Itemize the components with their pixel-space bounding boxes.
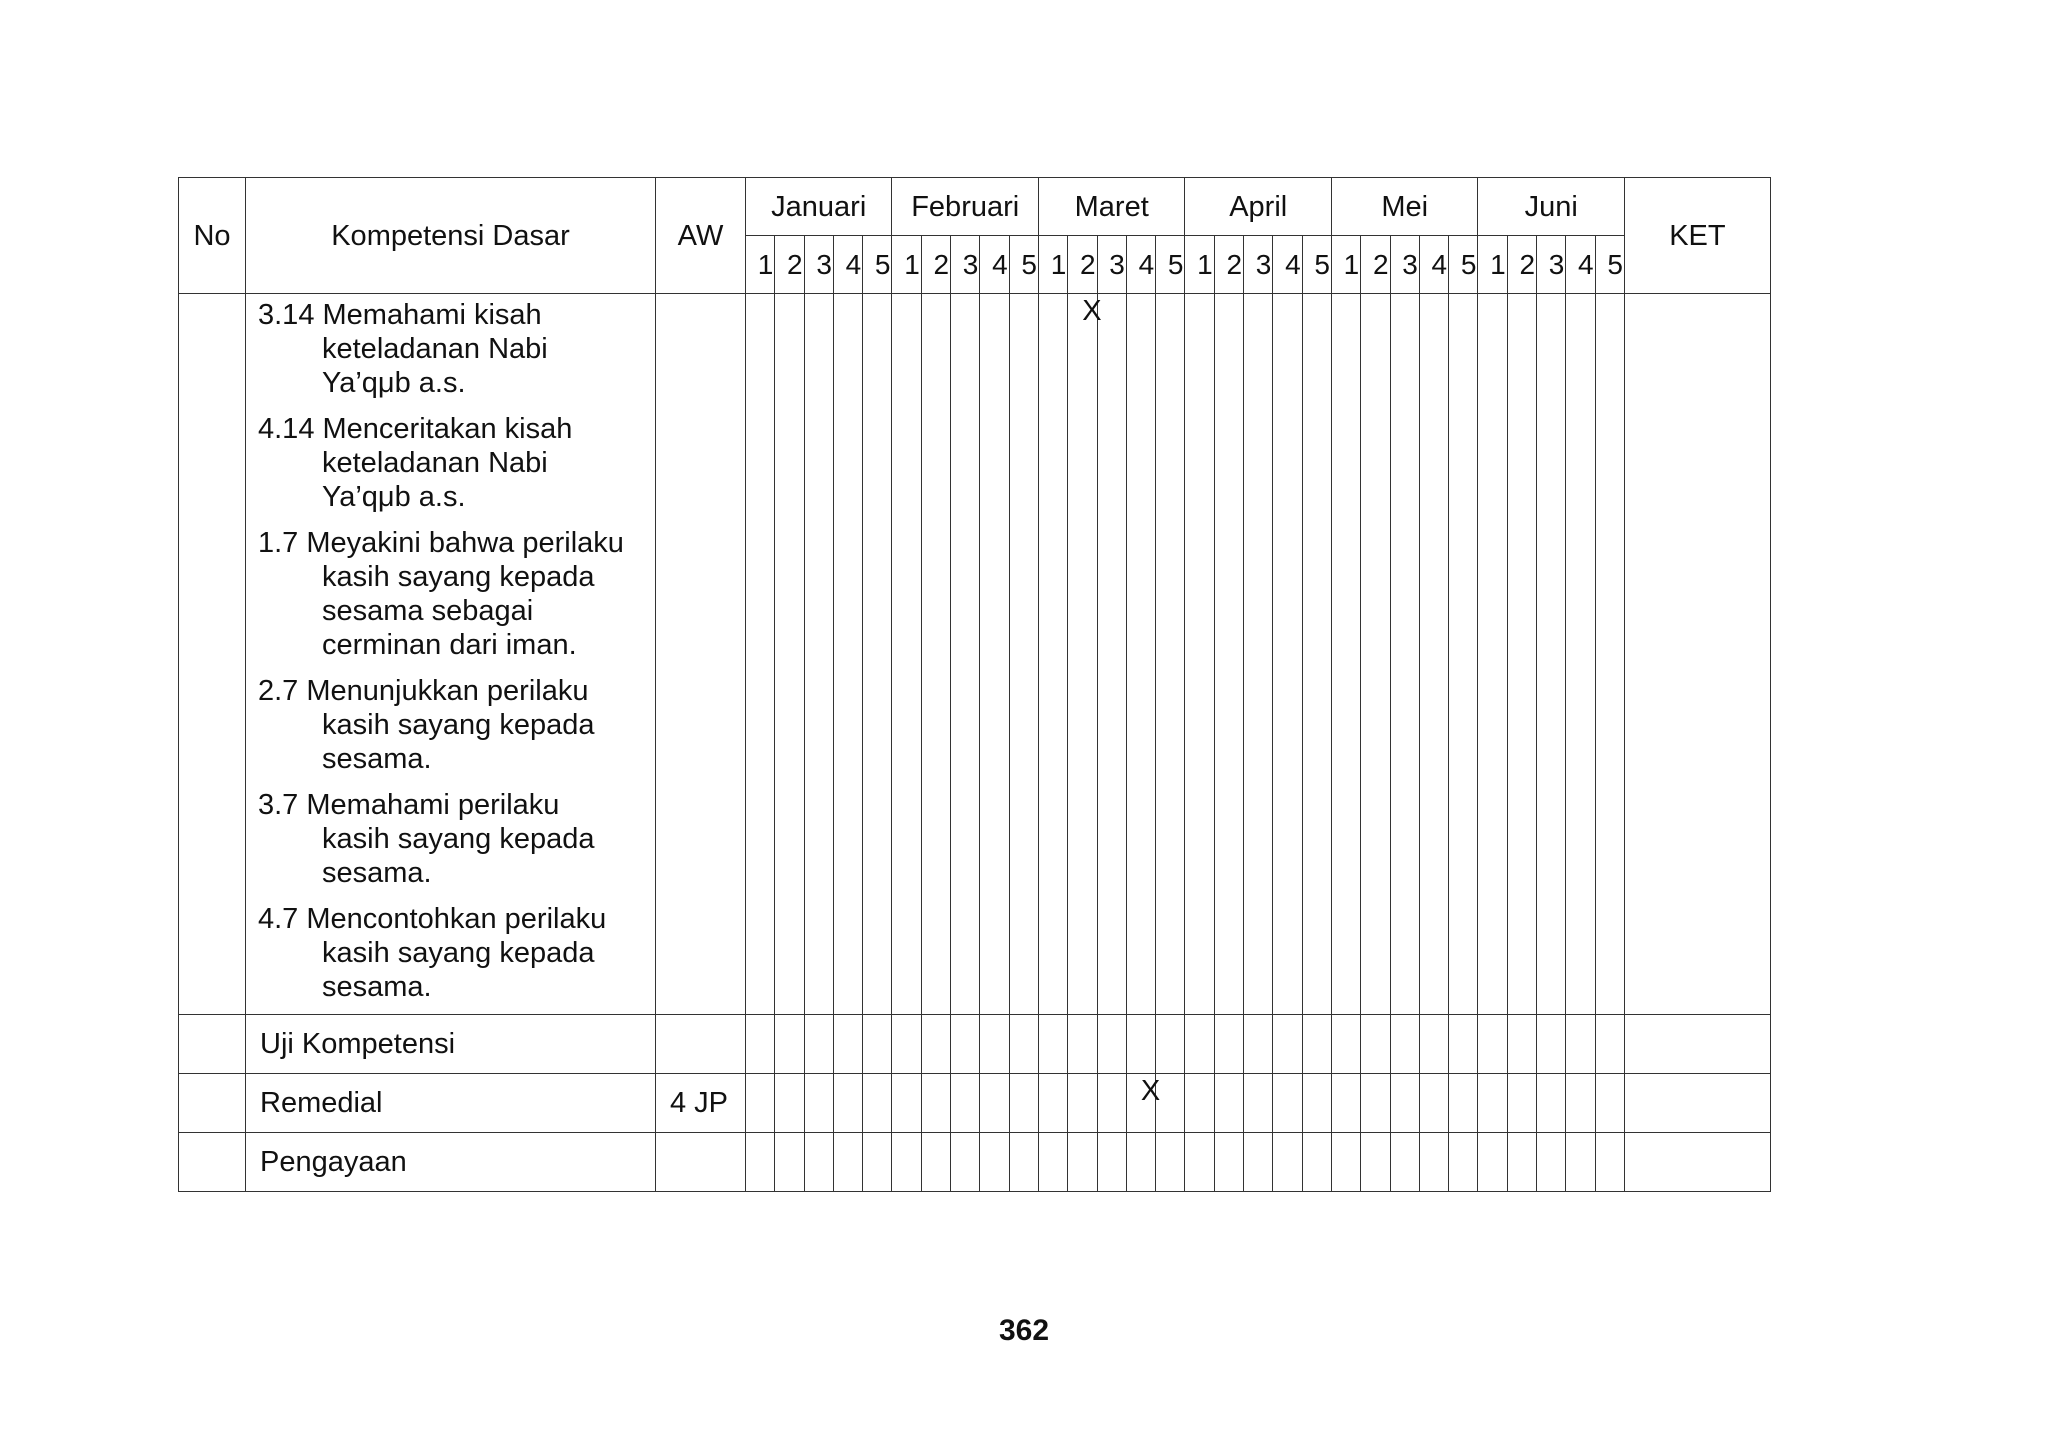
week-cell — [1156, 1133, 1185, 1192]
week-cell — [1244, 1015, 1273, 1074]
week-cell — [1595, 1133, 1624, 1192]
week-cell — [746, 1133, 775, 1192]
kd-item-title: 4.14 Menceritakan kisah — [258, 413, 573, 445]
header-week-number: 3 — [1390, 236, 1419, 294]
week-cell — [1331, 294, 1360, 1015]
week-cell — [1068, 1074, 1097, 1133]
header-week-number: 3 — [1537, 236, 1566, 294]
ket-cell — [1624, 1133, 1770, 1192]
week-cell — [951, 1015, 980, 1074]
no-cell — [179, 294, 246, 1015]
week-cell — [1097, 1133, 1126, 1192]
kd-item-line: kasih sayang kepada — [322, 561, 595, 593]
week-cell — [1419, 1015, 1448, 1074]
week-cell — [775, 294, 804, 1015]
header-week-number: 5 — [1156, 236, 1185, 294]
week-cell — [1068, 1015, 1097, 1074]
week-cell — [1009, 1133, 1038, 1192]
week-cell — [1214, 1074, 1243, 1133]
header-week-number: 5 — [863, 236, 892, 294]
week-cell — [1156, 1015, 1185, 1074]
kd-item-line: keteladanan Nabi — [322, 333, 548, 365]
week-cell — [746, 1074, 775, 1133]
header-week-number: 2 — [1507, 236, 1536, 294]
week-cell — [1566, 294, 1595, 1015]
week-cell — [1126, 1074, 1161, 1133]
schedule-mark: X — [1140, 1075, 1161, 1107]
week-cell — [1097, 294, 1126, 1015]
week-cell — [1302, 1133, 1331, 1192]
week-cell — [1507, 1074, 1536, 1133]
week-cell — [1537, 1015, 1566, 1074]
week-cell — [1566, 1015, 1595, 1074]
week-cell — [1068, 1133, 1097, 1192]
week-cell — [892, 1133, 921, 1192]
header-month-april: April — [1185, 178, 1331, 236]
week-cell — [1478, 1015, 1507, 1074]
header-week-number: 3 — [804, 236, 833, 294]
week-cell — [1156, 1074, 1185, 1133]
ket-cell — [1624, 1074, 1770, 1133]
week-cell — [1390, 294, 1419, 1015]
week-cell — [804, 294, 833, 1015]
week-cell — [1009, 294, 1038, 1015]
week-cell — [1214, 1015, 1243, 1074]
kd-item-title: 3.14 Memahami kisah — [258, 299, 542, 331]
week-cell — [1302, 294, 1331, 1015]
table-row — [179, 1074, 1771, 1133]
header-week-number: 4 — [1273, 236, 1302, 294]
week-cell — [1361, 1015, 1390, 1074]
header-week-number: 2 — [1068, 236, 1097, 294]
kd-item-line: sesama sebagai — [322, 595, 534, 627]
header-week-number: 2 — [1214, 236, 1243, 294]
week-cell — [1185, 1015, 1214, 1074]
week-cell — [1038, 1074, 1067, 1133]
week-cell — [921, 294, 950, 1015]
week-cell — [1595, 1015, 1624, 1074]
week-cell — [1244, 1133, 1273, 1192]
kd-item-line: Ya’qμb a.s. — [322, 481, 466, 513]
week-cell — [1595, 294, 1624, 1015]
week-cell — [746, 1015, 775, 1074]
ket-cell — [1624, 294, 1770, 1015]
kd-item-line: cerminan dari iman. — [322, 629, 577, 661]
kd-item — [258, 902, 647, 1004]
week-cell — [1126, 294, 1155, 1015]
header-week-number: 1 — [1038, 236, 1067, 294]
week-cell — [1478, 294, 1507, 1015]
header-week-number: 4 — [1126, 236, 1155, 294]
week-cell — [1507, 1015, 1536, 1074]
week-cell — [1449, 1074, 1478, 1133]
week-cell — [833, 294, 862, 1015]
week-cell — [1126, 1015, 1155, 1074]
header-week-number: 5 — [1595, 236, 1624, 294]
aw-cell — [656, 1015, 746, 1074]
header-week-number: 2 — [775, 236, 804, 294]
week-cell — [1419, 294, 1448, 1015]
week-cell — [1361, 294, 1390, 1015]
no-cell — [179, 1074, 246, 1133]
week-cell — [1244, 1074, 1273, 1133]
header-week-number: 5 — [1009, 236, 1038, 294]
week-cell — [1126, 1133, 1155, 1192]
week-cell — [1331, 1074, 1360, 1133]
header-week-number: 4 — [833, 236, 862, 294]
week-cell — [1507, 294, 1536, 1015]
week-cell — [1331, 1015, 1360, 1074]
header-week-number: 1 — [1478, 236, 1507, 294]
week-cell — [1244, 294, 1273, 1015]
week-cell — [980, 1074, 1009, 1133]
week-cell — [951, 1074, 980, 1133]
row-label: Remedial — [246, 1074, 656, 1133]
kd-item-title: 4.7 Mencontohkan perilaku — [258, 903, 607, 935]
week-cell — [1537, 1074, 1566, 1133]
kd-item-line: kasih sayang kepada — [322, 937, 595, 969]
week-cell — [951, 1133, 980, 1192]
week-cell — [951, 294, 980, 1015]
kd-item — [258, 788, 647, 890]
week-cell — [892, 1015, 921, 1074]
week-cell — [1273, 1133, 1302, 1192]
header-week-number: 1 — [746, 236, 775, 294]
week-cell — [804, 1074, 833, 1133]
kd-item-title: 1.7 Meyakini bahwa perilaku — [258, 527, 624, 559]
week-cell — [1038, 1133, 1067, 1192]
no-cell — [179, 1015, 246, 1074]
kd-item-title: 2.7 Menunjukkan perilaku — [258, 675, 589, 707]
kd-item — [258, 412, 647, 514]
week-cell — [1185, 294, 1214, 1015]
week-cell — [746, 294, 775, 1015]
kd-item-line: Ya’qμb a.s. — [322, 367, 466, 399]
week-cell — [1566, 1133, 1595, 1192]
week-cell — [863, 294, 892, 1015]
kd-item — [258, 298, 647, 400]
week-cell — [1273, 1015, 1302, 1074]
table-row — [179, 1015, 1771, 1074]
schedule-mark: X — [1082, 295, 1102, 327]
kd-item-line: sesama. — [322, 857, 432, 889]
week-cell — [1009, 1015, 1038, 1074]
table-row — [179, 1133, 1771, 1192]
week-cell — [892, 1074, 921, 1133]
kd-item-line: sesama. — [322, 971, 432, 1003]
header-month-juni: Juni — [1478, 178, 1624, 236]
header-week-number: 2 — [1361, 236, 1390, 294]
header-week-number: 4 — [1566, 236, 1595, 294]
header-week-number: 4 — [980, 236, 1009, 294]
header-week-number: 3 — [1097, 236, 1126, 294]
aw-cell: 4 JP — [656, 1074, 746, 1133]
week-cell — [1038, 1015, 1067, 1074]
week-cell — [833, 1074, 862, 1133]
header-month-februari: Februari — [892, 178, 1038, 236]
no-cell — [179, 1133, 246, 1192]
week-cell — [1449, 1015, 1478, 1074]
week-cell — [1566, 1074, 1595, 1133]
week-cell — [921, 1074, 950, 1133]
header-aw: AW — [656, 178, 746, 294]
header-week-number: 5 — [1449, 236, 1478, 294]
week-cell — [980, 294, 1009, 1015]
kd-item-line: sesama. — [322, 743, 432, 775]
week-cell — [921, 1133, 950, 1192]
week-cell — [1361, 1074, 1390, 1133]
week-cell — [1097, 1015, 1126, 1074]
week-cell — [775, 1074, 804, 1133]
header-week-number: 5 — [1302, 236, 1331, 294]
week-cell — [775, 1133, 804, 1192]
week-cell — [1390, 1074, 1419, 1133]
week-cell — [1390, 1133, 1419, 1192]
kd-item-line: keteladanan Nabi — [322, 447, 548, 479]
week-cell — [1419, 1133, 1448, 1192]
week-cell — [863, 1133, 892, 1192]
week-cell — [1009, 1074, 1038, 1133]
week-cell — [1214, 294, 1243, 1015]
week-cell — [804, 1133, 833, 1192]
week-cell — [1156, 294, 1185, 1015]
week-cell — [1449, 1133, 1478, 1192]
kd-item-line: kasih sayang kepada — [322, 823, 595, 855]
week-cell — [1537, 294, 1566, 1015]
week-cell — [980, 1015, 1009, 1074]
week-cell — [1361, 1133, 1390, 1192]
week-cell — [775, 1015, 804, 1074]
week-cell — [1273, 294, 1302, 1015]
week-cell — [1273, 1074, 1302, 1133]
kd-item-title: 3.7 Memahami perilaku — [258, 789, 560, 821]
week-cell — [1185, 1074, 1214, 1133]
week-cell — [1595, 1074, 1624, 1133]
week-cell — [1214, 1133, 1243, 1192]
kompetensi-dasar-cell — [246, 294, 656, 1015]
header-week-number: 2 — [921, 236, 950, 294]
schedule-table — [178, 177, 1771, 1192]
header-week-number: 3 — [951, 236, 980, 294]
week-cell — [1302, 1015, 1331, 1074]
week-cell — [1478, 1074, 1507, 1133]
week-cell — [1038, 294, 1067, 1015]
week-cell — [921, 1015, 950, 1074]
ket-cell — [1624, 1015, 1770, 1074]
header-week-number: 1 — [892, 236, 921, 294]
week-cell — [1097, 1074, 1126, 1133]
aw-cell — [656, 1133, 746, 1192]
row-label: Uji Kompetensi — [246, 1015, 656, 1074]
row-label: Pengayaan — [246, 1133, 656, 1192]
header-kompetensi-dasar: Kompetensi Dasar — [246, 178, 656, 294]
week-cell — [1507, 1133, 1536, 1192]
kd-item-line: kasih sayang kepada — [322, 709, 595, 741]
week-cell — [1478, 1133, 1507, 1192]
header-week-number: 1 — [1331, 236, 1360, 294]
header-week-number: 1 — [1185, 236, 1214, 294]
week-cell — [804, 1015, 833, 1074]
week-cell — [833, 1015, 862, 1074]
week-cell — [1537, 1133, 1566, 1192]
week-cell — [1390, 1015, 1419, 1074]
week-cell — [1302, 1074, 1331, 1133]
header-month-maret: Maret — [1038, 178, 1184, 236]
week-cell — [863, 1015, 892, 1074]
header-no: No — [179, 178, 246, 294]
week-cell — [863, 1074, 892, 1133]
kd-item — [258, 526, 647, 662]
header-week-number: 3 — [1244, 236, 1273, 294]
week-cell — [1331, 1133, 1360, 1192]
kd-item — [258, 674, 647, 776]
header-month-januari: Januari — [746, 178, 892, 236]
week-cell — [1419, 1074, 1448, 1133]
page-number: 362 — [998, 1314, 1050, 1347]
week-cell — [1068, 294, 1102, 1015]
week-cell — [1185, 1133, 1214, 1192]
aw-cell — [656, 294, 746, 1015]
week-cell — [833, 1133, 862, 1192]
header-ket: KET — [1624, 178, 1770, 294]
week-cell — [892, 294, 921, 1015]
week-cell — [980, 1133, 1009, 1192]
header-week-number: 4 — [1419, 236, 1448, 294]
week-cell — [1449, 294, 1478, 1015]
header-month-mei: Mei — [1331, 178, 1477, 236]
